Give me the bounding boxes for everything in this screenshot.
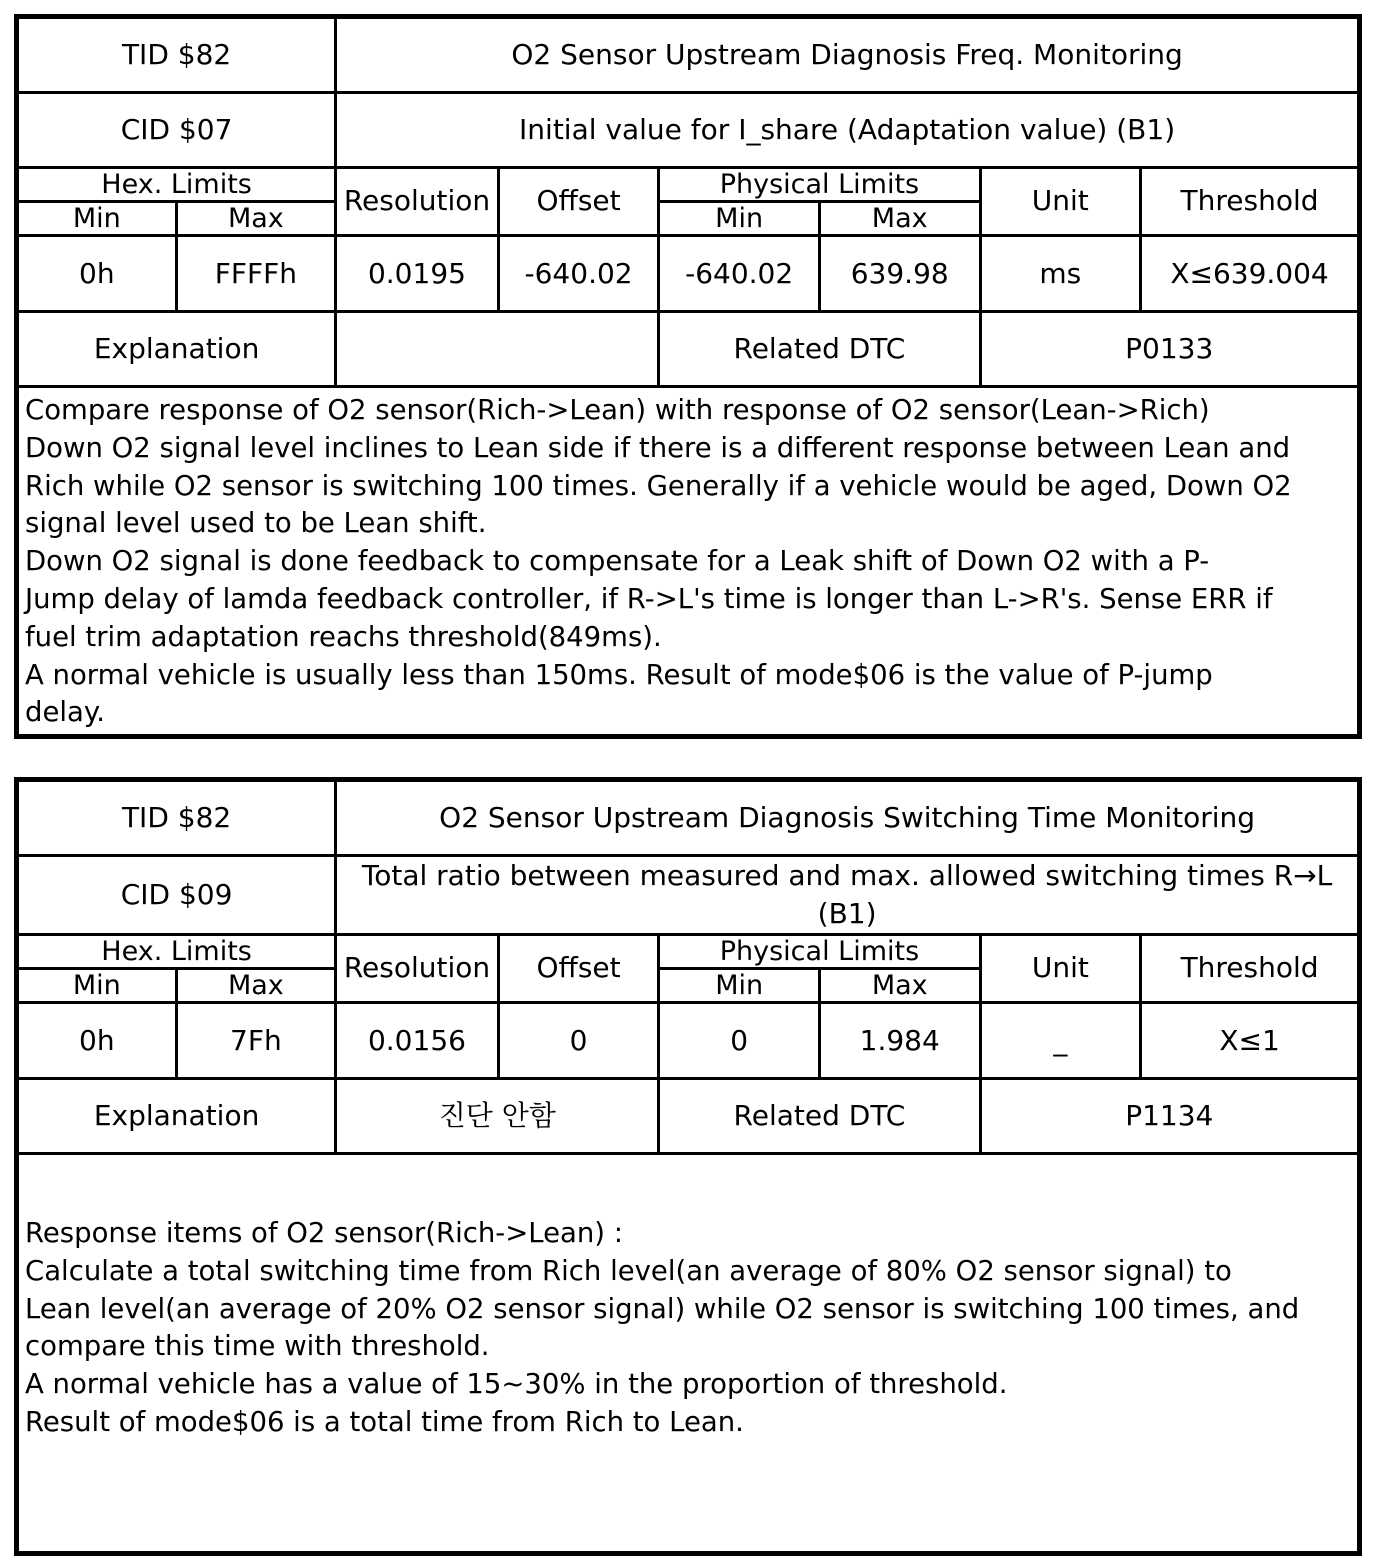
description-line: compare this time with threshold. bbox=[25, 1330, 490, 1363]
monitor-table-2 bbox=[14, 777, 1362, 1556]
hex-min-header: Min bbox=[17, 969, 177, 1003]
description-line: signal level used to be Lean shift. bbox=[25, 507, 487, 540]
tid-title: O2 Sensor Upstream Diagnosis Switching Time Monitoring bbox=[336, 780, 1360, 856]
description-line: Down O2 signal level inclines to Lean side if there is a different response between Lean and bbox=[25, 431, 1291, 464]
hex-min-header: Min bbox=[17, 202, 177, 236]
related-dtc-label: Related DTC bbox=[659, 312, 980, 387]
cid-label: CID $07 bbox=[17, 93, 336, 168]
hex-max-header: Max bbox=[176, 969, 336, 1003]
phys-min-value: -640.02 bbox=[659, 236, 820, 312]
explanation-value: 진단 안함 bbox=[336, 1079, 659, 1154]
offset-header: Offset bbox=[498, 168, 659, 236]
tid-label: TID $82 bbox=[17, 780, 336, 856]
tid-title: O2 Sensor Upstream Diagnosis Freq. Monitoring bbox=[336, 17, 1360, 93]
phys-max-value: 1.984 bbox=[819, 1003, 980, 1079]
related-dtc-label: Related DTC bbox=[659, 1079, 980, 1154]
description-line: Jump delay of lamda feedback controller, if R->L's time is longer than L->R's. Sense ERR if bbox=[25, 583, 1273, 616]
description-line: Response items of O2 sensor(Rich->Lean) : bbox=[25, 1217, 624, 1250]
threshold-value: X≤1 bbox=[1141, 1003, 1360, 1079]
phys-max-header: Max bbox=[819, 202, 980, 236]
hex-min-value: 0h bbox=[17, 1003, 177, 1079]
hex-limits-header: Hex. Limits bbox=[17, 168, 336, 202]
related-dtc-value: P0133 bbox=[980, 312, 1360, 387]
description-line: Result of mode$06 is a total time from Rich to Lean. bbox=[25, 1406, 744, 1439]
threshold-header: Threshold bbox=[1141, 935, 1360, 1003]
description-line: delay. bbox=[25, 696, 105, 729]
unit-value: ms bbox=[980, 236, 1141, 312]
offset-value: 0 bbox=[498, 1003, 659, 1079]
offset-header: Offset bbox=[498, 935, 659, 1003]
explanation-value bbox=[336, 312, 659, 387]
physical-limits-header: Physical Limits bbox=[659, 935, 980, 969]
description-line: fuel trim adaptation reachs threshold(849ms). bbox=[25, 620, 662, 653]
monitor-table-1 bbox=[14, 14, 1362, 739]
hex-max-value: 7Fh bbox=[176, 1003, 336, 1079]
description-block bbox=[17, 387, 1360, 737]
phys-min-header: Min bbox=[659, 202, 820, 236]
cid-description: Initial value for I_share (Adaptation value) (B1) bbox=[336, 93, 1360, 168]
hex-max-header: Max bbox=[176, 202, 336, 236]
description-line: A normal vehicle is usually less than 150ms. Result of mode$06 is the value of P-jump bbox=[25, 658, 1213, 691]
phys-max-value: 639.98 bbox=[819, 236, 980, 312]
unit-header: Unit bbox=[980, 935, 1141, 1003]
description-line: A normal vehicle has a value of 15~30% in the proportion of threshold. bbox=[25, 1368, 1008, 1401]
threshold-value: X≤639.004 bbox=[1141, 236, 1360, 312]
description-line: Compare response of O2 sensor(Rich->Lean) with response of O2 sensor(Lean->Rich) bbox=[25, 394, 1210, 427]
description-block bbox=[17, 1154, 1360, 1554]
unit-header: Unit bbox=[980, 168, 1141, 236]
offset-value: -640.02 bbox=[498, 236, 659, 312]
description-line: Down O2 signal is done feedback to compensate for a Leak shift of Down O2 with a P- bbox=[25, 545, 1210, 578]
description-line: Calculate a total switching time from Rich level(an average of 80% O2 sensor signal) to bbox=[25, 1254, 1232, 1287]
cid-description: Total ratio between measured and max. allowed switching times R→L (B1) bbox=[336, 856, 1360, 935]
resolution-value: 0.0156 bbox=[336, 1003, 499, 1079]
description-line: Lean level(an average of 20% O2 sensor signal) while O2 sensor is switching 100 times, and bbox=[25, 1292, 1300, 1325]
cid-label: CID $09 bbox=[17, 856, 336, 935]
tid-label: TID $82 bbox=[17, 17, 336, 93]
threshold-header: Threshold bbox=[1141, 168, 1360, 236]
description-line: Rich while O2 sensor is switching 100 times. Generally if a vehicle would be aged, Down O2 bbox=[25, 469, 1292, 502]
related-dtc-value: P1134 bbox=[980, 1079, 1359, 1154]
unit-value: _ bbox=[980, 1003, 1141, 1079]
hex-limits-header: Hex. Limits bbox=[17, 935, 336, 969]
physical-limits-header: Physical Limits bbox=[659, 168, 980, 202]
resolution-header: Resolution bbox=[336, 168, 499, 236]
resolution-header: Resolution bbox=[336, 935, 499, 1003]
explanation-label: Explanation bbox=[17, 312, 336, 387]
phys-min-value: 0 bbox=[659, 1003, 820, 1079]
phys-min-header: Min bbox=[659, 969, 820, 1003]
hex-min-value: 0h bbox=[17, 236, 177, 312]
hex-max-value: FFFFh bbox=[176, 236, 336, 312]
phys-max-header: Max bbox=[819, 969, 980, 1003]
resolution-value: 0.0195 bbox=[336, 236, 499, 312]
explanation-label: Explanation bbox=[17, 1079, 336, 1154]
